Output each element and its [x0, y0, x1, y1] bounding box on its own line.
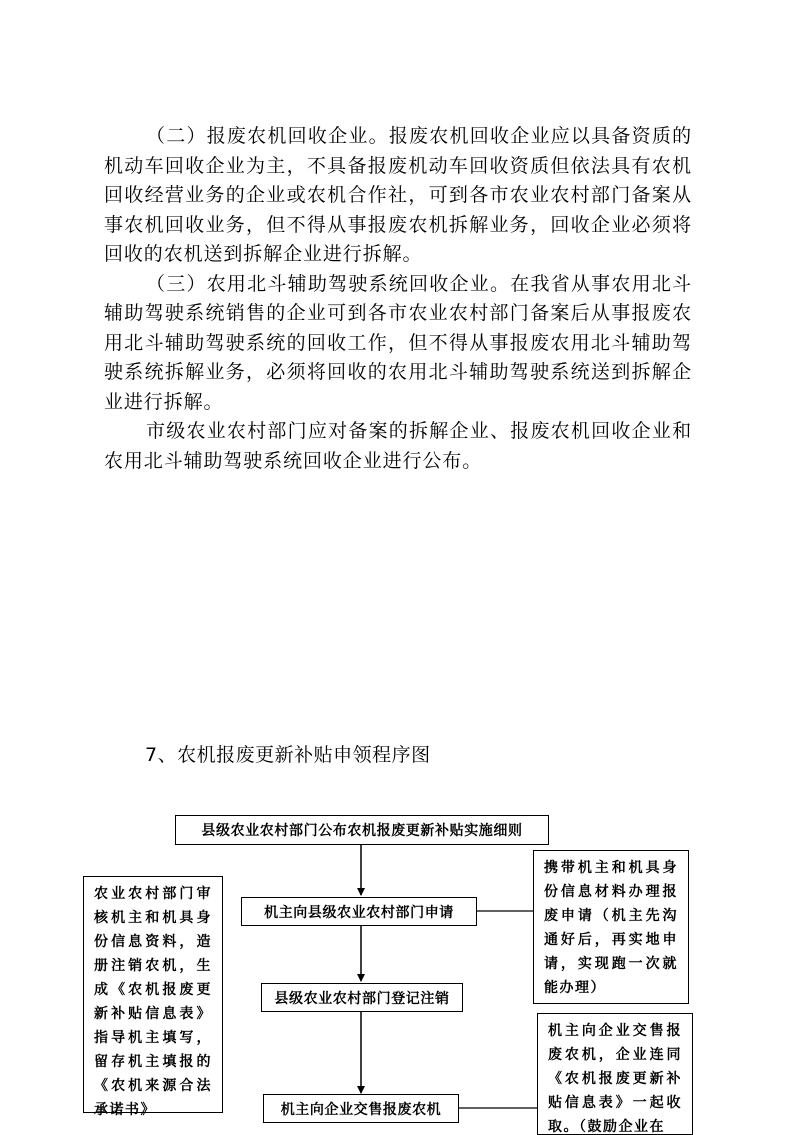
flow-note-enterprise-collection: 机主向企业交售报废农机，企业连同《农机报废更新补贴信息表》一起收取。（鼓励企业在 [537, 1013, 693, 1135]
paragraph-body: 报废农机回收企业应以具备资质的机动车回收企业为主，不具备报废机动车回收资质但依法具有农机回收经营业务的企业或农机合作社，可到各市农业农村部门备案从事农机回收业务，但不得从事报废农机拆解业务，回收企业必须将回收的农机送到拆解企业进行拆解。 [104, 125, 692, 265]
flow-note-department-review: 农业农村部门审核机主和机具身份信息资料，造册注销农机，生成《农机报废更新补贴信息表》指导机主填写，留存机主填报的《农机来源合法承诺书》 [83, 876, 223, 1113]
paragraph-body: 市级农业农村部门应对备案的拆解企业、报废农机回收企业和农用北斗辅助驾驶系统回收企业进行公布。 [104, 420, 692, 472]
paragraph-heading: （二）报废农机回收企业。 [146, 125, 389, 147]
flow-step-register-cancel: 县级农业农村部门登记注销 [261, 983, 463, 1012]
paragraph-body: 在我省从事农用北斗辅助驾驶系统销售的企业可到各市农业农村部门备案后从事报废农用北斗辅助驾驶系统的回收工作，但不得从事报废农用北斗辅助驾驶系统拆解业务，必须将回收的农用北斗辅助驾驶系统送到拆解企业进行拆解。 [104, 272, 692, 413]
paragraph-recycling-enterprise [104, 122, 692, 270]
flow-note-application-materials: 携带机主和机具身份信息材料办理报废申请（机主先沟通好后，再实地申请，实现跑一次就能办理） [533, 850, 689, 1004]
section-title: 7、农机报废更新补贴申领程序图 [145, 744, 431, 766]
flow-step-apply: 机主向县级农业农村部门申请 [241, 897, 477, 926]
paragraph-beidou-recycling [104, 270, 692, 418]
paragraph-heading: （三）农用北斗辅助驾驶系统回收企业。 [146, 272, 511, 295]
flow-step-sell-scrap: 机主向企业交售报废农机 [263, 1094, 459, 1123]
flow-step-publish: 县级农业农村部门公布农机报废更新补贴实施细则 [175, 815, 549, 845]
paragraph-publication [104, 417, 692, 476]
